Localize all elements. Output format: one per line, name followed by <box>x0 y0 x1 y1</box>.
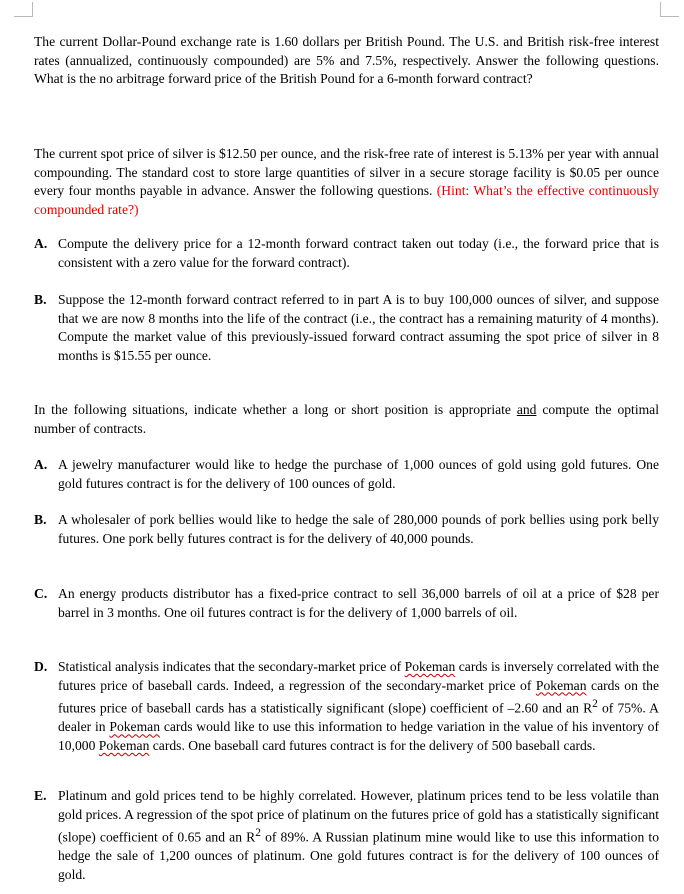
item-text: of 89%. A Russian platinum mine would like to use this information to hedge the sale of 1,200 ounces of platinum. One gold futures contract is for the delivery of 100 ounces of gold. <box>58 829 659 882</box>
question-2-item-a <box>34 235 659 272</box>
item-text: A wholesaler of pork bellies would like to hedge the sale of 280,000 pounds of pork bellies using pork belly futures. One pork belly futures contract is for the delivery of 40,000 pounds. <box>58 512 659 546</box>
question-2-intro: The current spot price of silver is $12.50 per ounce, and the risk-free rate of interest is 5.13% per year with annual compounding. The standard cost to store large quantities of silver in a secure storage facility is $0.05 per ounce every four months payable in advance. Answer the following questions. <box>34 146 659 199</box>
item-text: of 75%. A dealer in <box>58 700 659 735</box>
item-text: Statistical analysis indicates that the secondary-market price of <box>58 659 405 674</box>
item-label: E. <box>34 788 47 803</box>
page-corner-mark-right <box>660 2 679 17</box>
pokeman-word: Pokeman <box>98 737 150 753</box>
question-2-paragraph <box>34 145 659 219</box>
item-text: An energy products distributor has a fixed-price contract to sell 36,000 barrels of oil at a price of $28 per barrel in 3 months. One oil futures contract is for the delivery of 1,000 barrels of oil. <box>58 586 659 620</box>
item-text: Compute the delivery price for a 12-month forward contract taken out today (i.e., the forward price that is consistent with a zero value for the forward contract). <box>58 236 659 270</box>
question-3-item-c <box>34 585 659 622</box>
question-3-item-a <box>34 456 659 493</box>
item-label: A. <box>34 236 48 251</box>
superscript: 2 <box>592 698 598 711</box>
question-2-item-b <box>34 291 659 365</box>
item-label: B. <box>34 512 47 527</box>
pokeman-word: Pokeman <box>404 659 456 674</box>
question-3-intro <box>34 401 659 438</box>
pokeman-word: Pokeman <box>535 677 587 693</box>
item-label: C. <box>34 586 48 601</box>
item-text: Platinum and gold prices tend to be highly correlated. However, platinum prices tend to be less volatile than gold prices. A regression of the spot price of platinum on the futures price of gold has a statistically significant (slope) coefficient of 0.65 and an R <box>58 788 659 845</box>
question-3-item-b <box>34 511 659 548</box>
question-3-item-d <box>34 658 659 756</box>
item-text: cards would like to use this information to hedge variation in the value of his inventory of 10,000 <box>58 719 659 753</box>
pokeman-word: Pokeman <box>109 719 160 735</box>
item-text: Suppose the 12-month forward contract referred to in part A is to buy 100,000 ounces of silver, and suppose that we are now 8 months into the life of the contract (i.e., the contract has a remaining maturity of 4 months). Compute the market value of this previously-issued forward contract assuming the spot price of silver in 8 months is $15.55 per ounce. <box>58 292 659 363</box>
intro-and-underlined: and <box>516 402 537 417</box>
item-label: D. <box>34 659 48 674</box>
intro-text-end: compute the optimal number of contracts. <box>34 402 659 436</box>
page-corner-mark-left <box>14 2 33 17</box>
intro-text: In the following situations, indicate whether a long or short position is appropriate <box>34 402 517 417</box>
item-label: A. <box>34 457 48 472</box>
item-text: cards on the futures price of baseball cards has a statistically significant (slope) coefficient of –2.60 and an R <box>58 677 660 716</box>
item-text: A jewelry manufacturer would like to hedge the purchase of 1,000 ounces of gold using gold futures. One gold futures contract is for the delivery of 100 ounces of gold. <box>58 457 659 491</box>
question-1-paragraph: The current Dollar-Pound exchange rate is 1.60 dollars per British Pound. The U.S. and British risk-free interest rates (annualized, continuously compounded) are 5% and 7.5%, respectively. Answer the following questions. What is the no arbitrage forward price of the British Pound for a 6-month forward contract? <box>34 34 659 87</box>
item-text: cards. One baseball card futures contract is for the delivery of 500 baseball cards. <box>149 737 596 753</box>
question-3-item-e <box>34 787 659 885</box>
question-2-hint: (Hint: What’s the effective continuously compounded rate?) <box>34 183 659 217</box>
item-label: B. <box>34 292 47 307</box>
item-text: cards is inversely correlated with the futures price of baseball cards. Indeed, a regression of the secondary-market price of <box>58 659 660 693</box>
superscript: 2 <box>255 827 261 840</box>
